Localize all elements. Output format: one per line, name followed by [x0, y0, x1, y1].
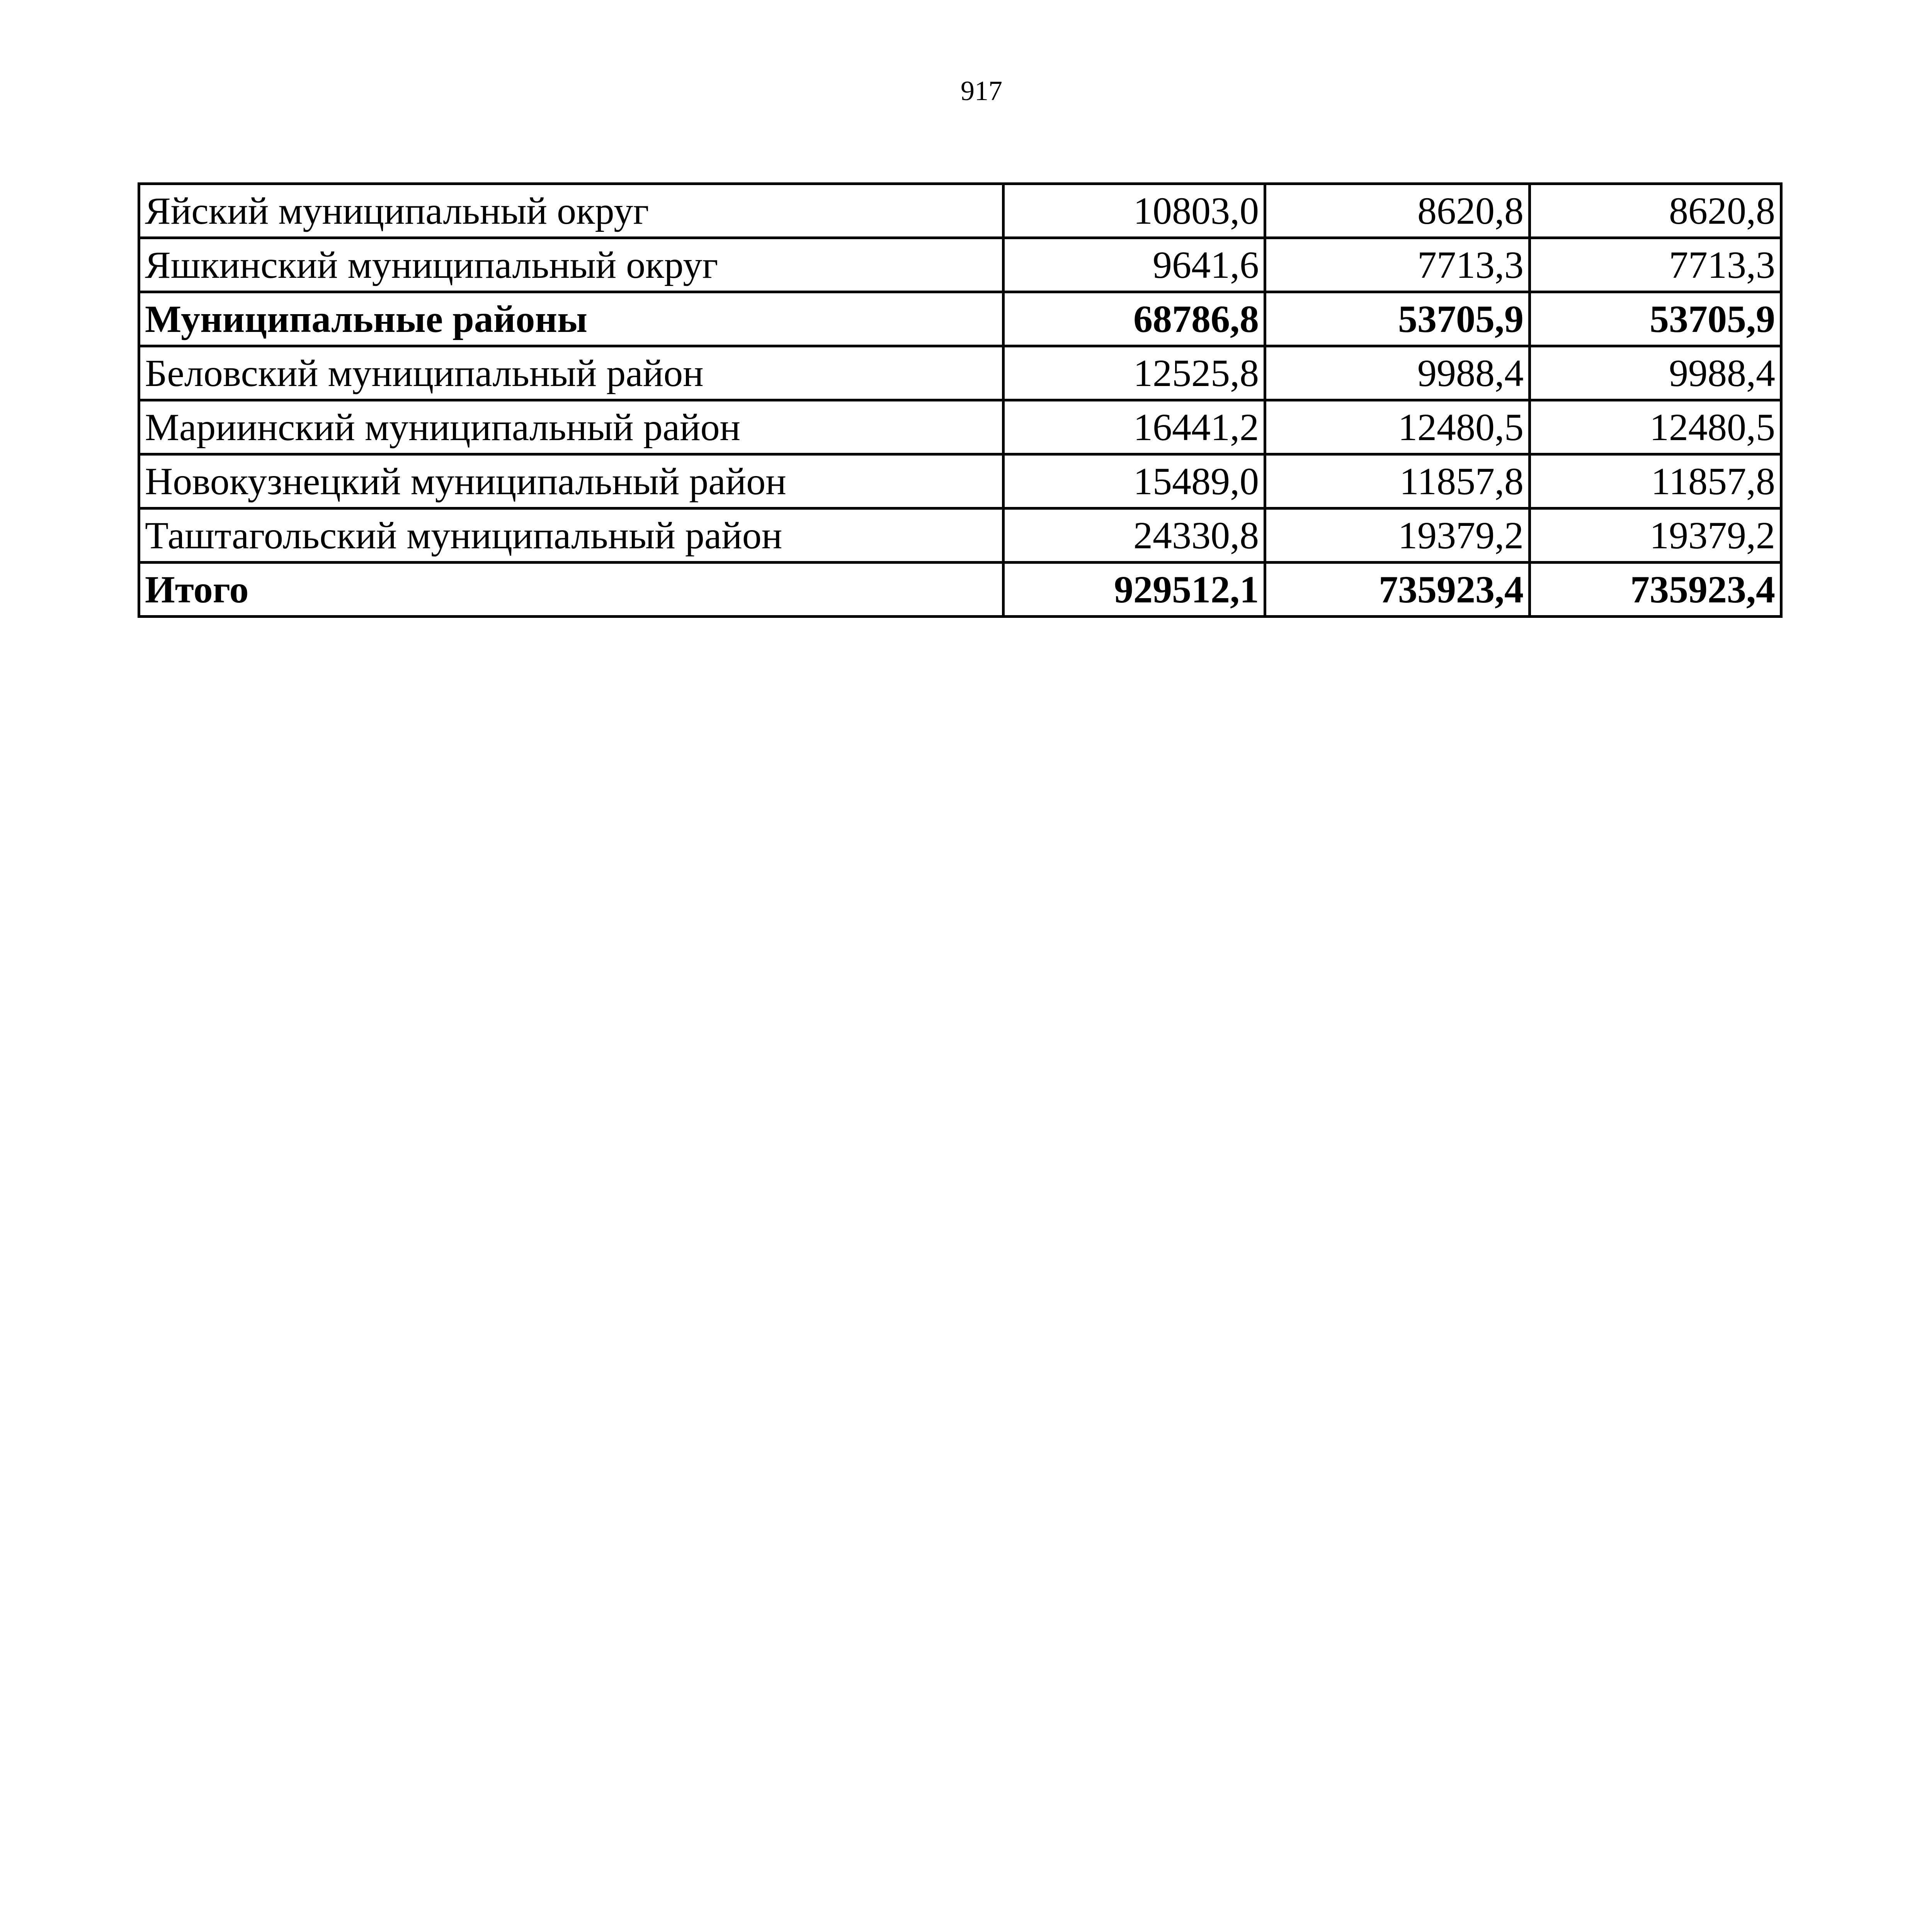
row-name: Беловский муниципальный район [139, 346, 1004, 400]
row-value-2: 53705,9 [1265, 292, 1530, 346]
row-value-3: 12480,5 [1530, 400, 1781, 454]
row-value-3: 8620,8 [1530, 184, 1781, 238]
row-value-2: 9988,4 [1265, 346, 1530, 400]
row-name: Таштагольский муниципальный район [139, 509, 1004, 563]
row-value-3: 735923,4 [1530, 563, 1781, 617]
table-row [139, 346, 1781, 400]
row-value-1: 15489,0 [1004, 454, 1265, 509]
row-value-2: 11857,8 [1265, 454, 1530, 509]
row-value-3: 11857,8 [1530, 454, 1781, 509]
table-row [139, 454, 1781, 509]
row-value-2: 8620,8 [1265, 184, 1530, 238]
row-name: Итого [139, 563, 1004, 617]
row-name: Новокузнецкий муниципальный район [139, 454, 1004, 509]
row-value-3: 19379,2 [1530, 509, 1781, 563]
row-value-1: 68786,8 [1004, 292, 1265, 346]
row-value-1: 12525,8 [1004, 346, 1265, 400]
table-row-total [139, 563, 1781, 617]
row-value-3: 7713,3 [1530, 238, 1781, 292]
table-row-subtotal [139, 292, 1781, 346]
row-value-1: 24330,8 [1004, 509, 1265, 563]
row-name: Муниципальные районы [139, 292, 1004, 346]
row-value-2: 12480,5 [1265, 400, 1530, 454]
row-value-3: 9988,4 [1530, 346, 1781, 400]
page-number: 917 [961, 75, 1002, 106]
row-value-1: 929512,1 [1004, 563, 1265, 617]
row-value-1: 10803,0 [1004, 184, 1265, 238]
table-row [139, 184, 1781, 238]
table-row [139, 400, 1781, 454]
row-value-3: 53705,9 [1530, 292, 1781, 346]
row-name: Мариинский муниципальный район [139, 400, 1004, 454]
table-row [139, 238, 1781, 292]
row-value-2: 7713,3 [1265, 238, 1530, 292]
budget-table [138, 182, 1783, 618]
table-row [139, 509, 1781, 563]
row-name: Яйский муниципальный округ [139, 184, 1004, 238]
row-name: Яшкинский муниципальный округ [139, 238, 1004, 292]
row-value-1: 16441,2 [1004, 400, 1265, 454]
row-value-2: 735923,4 [1265, 563, 1530, 617]
row-value-2: 19379,2 [1265, 509, 1530, 563]
row-value-1: 9641,6 [1004, 238, 1265, 292]
